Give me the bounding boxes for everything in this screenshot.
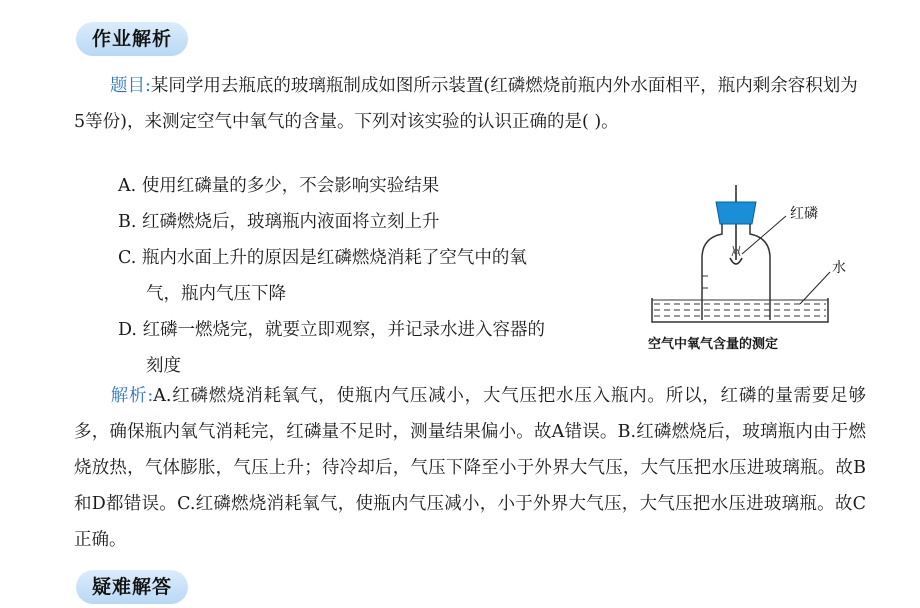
question-text: 某同学用去瓶底的玻璃瓶制成如图所示装置(红磷燃烧前瓶内外水面相平，瓶内剩余容积划为5等份)，来测定空气中氧气的含量。下列对该实验的认识正确的是( )。 <box>74 76 858 132</box>
rubber-stopper <box>716 202 756 224</box>
option-letter: C. <box>118 248 137 268</box>
option-text: 瓶内水面上升的原因是红磷燃烧消耗了空气中的氧 <box>141 248 527 268</box>
question-block <box>74 68 864 140</box>
water-label: 水 <box>832 260 846 276</box>
option-letter: B. <box>118 212 137 232</box>
option-text-continued: 气，瓶内气压下降 <box>146 284 286 304</box>
faq-section-title: 疑难解答 <box>76 570 188 604</box>
option-text: 红磷一燃烧完，就要立即观察，并记录水进入容器的 <box>142 320 546 340</box>
option-text: 红磷燃烧后，玻璃瓶内液面将立刻上升 <box>142 212 440 232</box>
option-a <box>118 168 618 204</box>
option-d <box>118 312 618 384</box>
option-c <box>118 240 618 312</box>
options-list <box>118 168 618 384</box>
figure-caption: 空气中氧气含量的测定 <box>648 337 779 352</box>
option-text: 使用红磷量的多少，不会影响实验结果 <box>141 176 440 196</box>
analysis-section-title: 作业解析 <box>76 22 188 56</box>
answer-label: 解析: <box>110 386 154 406</box>
water-leader-line <box>800 272 830 304</box>
question-label: 题目: <box>110 76 151 96</box>
option-b <box>118 204 618 240</box>
red-phosphorus-label: 红磷 <box>790 206 818 222</box>
answer-block <box>74 378 866 558</box>
answer-text: A.红磷燃烧消耗氧气，使瓶内气压减小，大气压把水压入瓶内。所以，红磷的量需要足够多，确保瓶内氧气消耗完，红磷量不足时，测量结果偏小。故A错误。B.红磷燃烧后，玻璃瓶内由于燃烧放热，气体膨胀，气压上升；待冷却后，气压下降至小于外界大气压，大气压把水压进玻璃瓶。故B和D都错误。C.红磷燃烧消耗氧气，使瓶内气压减小，小于外界大气压，大气压把水压进玻璃瓶。故C正确。 <box>74 386 866 550</box>
experiment-figure <box>640 180 846 360</box>
option-text-continued: 刻度 <box>146 356 181 376</box>
option-letter: D. <box>118 320 137 340</box>
water-lines <box>654 304 826 316</box>
option-letter: A. <box>118 176 137 196</box>
volume-marks <box>702 276 708 300</box>
